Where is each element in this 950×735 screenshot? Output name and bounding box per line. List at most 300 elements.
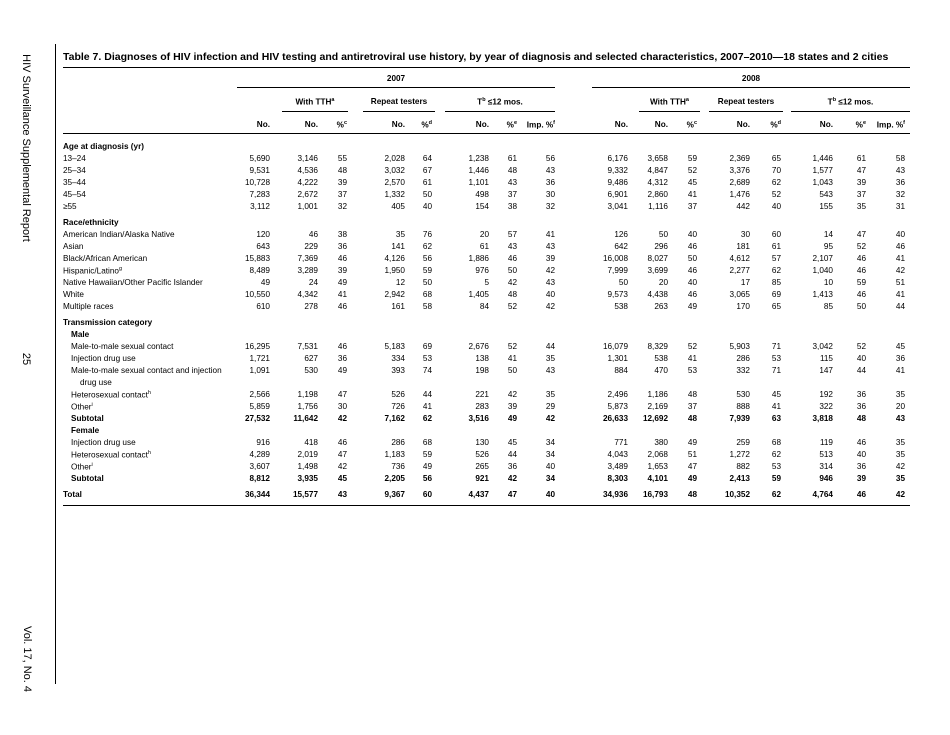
group-header-2007-2: $T^b \le 12$ mos. xyxy=(477,97,523,107)
table-cell: 126 xyxy=(614,230,628,239)
table-cell: 7,283 xyxy=(249,190,270,199)
table-cell: 27,532 xyxy=(244,414,270,423)
table-cell: 1,091 xyxy=(249,366,270,375)
row-label: Asian xyxy=(63,242,84,251)
group-rule-0-1 xyxy=(363,111,435,112)
table-cell: 85 xyxy=(771,278,781,287)
table-cell: 7,939 xyxy=(729,414,750,423)
table-cell: 44 xyxy=(895,302,905,311)
table-cell: 42 xyxy=(895,266,905,275)
table-cell: 4,437 xyxy=(468,490,489,499)
table-cell: 3,489 xyxy=(607,462,628,471)
table-cell: 46 xyxy=(687,290,697,299)
table-cell: 3,065 xyxy=(729,290,750,299)
table-cell: 35 xyxy=(895,390,905,399)
report-title-vertical: HIV Surveillance Supplemental Report xyxy=(20,54,32,242)
table-cell: 55 xyxy=(337,154,347,163)
table-cell: 20 xyxy=(895,402,905,411)
table-cell: 20 xyxy=(658,278,668,287)
table-cell: 59 xyxy=(422,450,432,459)
table-cell: 52 xyxy=(771,190,781,199)
table-cell: 49 xyxy=(687,474,697,483)
table-cell: 40 xyxy=(687,230,697,239)
table-cell: 138 xyxy=(475,354,489,363)
table-cell: 39 xyxy=(545,254,555,263)
table-cell: 2,496 xyxy=(607,390,628,399)
row-label: Heterosexual contact$^h$ xyxy=(71,450,151,460)
table-cell: 34 xyxy=(545,438,555,447)
table-cell: 3,699 xyxy=(647,266,668,275)
table-cell: 42 xyxy=(545,302,555,311)
table-cell: 4,222 xyxy=(297,178,318,187)
table-cell: 35 xyxy=(856,202,866,211)
table-cell: 10 xyxy=(823,278,833,287)
table-cell: 45 xyxy=(895,342,905,351)
table-cell: 976 xyxy=(475,266,489,275)
table-cell: 41 xyxy=(687,190,697,199)
table-cell: 1,950 xyxy=(384,266,405,275)
table-cell: 221 xyxy=(475,390,489,399)
table-cell: 5,183 xyxy=(384,342,405,351)
table-cell: 45 xyxy=(687,178,697,187)
table-cell: 20 xyxy=(479,230,489,239)
table-cell: 46 xyxy=(856,290,866,299)
table-cell: 36 xyxy=(856,390,866,399)
table-cell: 42 xyxy=(337,414,347,423)
table-cell: 41 xyxy=(687,354,697,363)
table-cell: 42 xyxy=(545,414,555,423)
total-rule xyxy=(63,505,910,506)
table-cell: 40 xyxy=(545,490,555,499)
table-cell: 45 xyxy=(771,390,781,399)
table-cell: 37 xyxy=(337,190,347,199)
page-number: 25 xyxy=(20,352,32,366)
table-cell: 442 xyxy=(736,202,750,211)
column-header: Imp. %$^f$ xyxy=(526,120,555,130)
table-cell: 4,289 xyxy=(249,450,270,459)
table-cell: 61 xyxy=(771,242,781,251)
group-rule-1-1 xyxy=(709,111,783,112)
table-cell: 53 xyxy=(422,354,432,363)
table-cell: 526 xyxy=(391,390,405,399)
table-cell: 46 xyxy=(856,490,866,499)
table-cell: 64 xyxy=(422,154,432,163)
row-label: American Indian/Alaska Native xyxy=(63,230,175,239)
table-cell: 884 xyxy=(614,366,628,375)
table-cell: 1,186 xyxy=(647,390,668,399)
table-cell: 4,342 xyxy=(297,290,318,299)
table-cell: 543 xyxy=(819,190,833,199)
table-cell: 771 xyxy=(614,438,628,447)
table-cell: 42 xyxy=(545,266,555,275)
table-cell: 418 xyxy=(304,438,318,447)
table-cell: 6,176 xyxy=(607,154,628,163)
table-cell: 35 xyxy=(895,450,905,459)
column-header: No. xyxy=(819,120,833,129)
table-cell: 8,812 xyxy=(249,474,270,483)
table-cell: 1,301 xyxy=(607,354,628,363)
table-cell: 192 xyxy=(819,390,833,399)
table-cell: 43 xyxy=(895,414,905,423)
table-cell: 41 xyxy=(545,230,555,239)
table-cell: 84 xyxy=(479,302,489,311)
table-cell: 8,303 xyxy=(607,474,628,483)
table-cell: 154 xyxy=(475,202,489,211)
row-label: Male-to-male sexual contact xyxy=(71,342,174,351)
row-label: ≥55 xyxy=(63,202,77,211)
table-cell: 4,312 xyxy=(647,178,668,187)
table-cell: 41 xyxy=(422,402,432,411)
table-cell: 59 xyxy=(687,154,697,163)
column-header: No. xyxy=(256,120,270,129)
row-label: Injection drug use xyxy=(71,438,136,447)
table-cell: 470 xyxy=(654,366,668,375)
table-cell: 259 xyxy=(736,438,750,447)
table-cell: 36 xyxy=(507,462,517,471)
group-header-2008-2: $T^b \le 12$ mos. xyxy=(827,97,874,107)
table-cell: 286 xyxy=(391,438,405,447)
table-cell: 40 xyxy=(422,202,432,211)
table-cell: 4,043 xyxy=(607,450,628,459)
table-cell: 2,672 xyxy=(297,190,318,199)
table-cell: 50 xyxy=(618,278,628,287)
table-cell: 43 xyxy=(895,166,905,175)
table-cell: 921 xyxy=(475,474,489,483)
table-cell: 198 xyxy=(475,366,489,375)
table-cell: 2,019 xyxy=(297,450,318,459)
table-cell: 642 xyxy=(614,242,628,251)
row-label: 35–44 xyxy=(63,178,86,187)
table-cell: 46 xyxy=(856,254,866,263)
table-cell: 29 xyxy=(545,402,555,411)
table-cell: 43 xyxy=(545,166,555,175)
table-cell: 1,272 xyxy=(729,450,750,459)
table-cell: 2,566 xyxy=(249,390,270,399)
year-rule-0 xyxy=(237,87,555,88)
table-cell: 43 xyxy=(507,242,517,251)
table-cell: 265 xyxy=(475,462,489,471)
table-cell: 68 xyxy=(422,290,432,299)
table-cell: 65 xyxy=(771,154,781,163)
table-cell: 393 xyxy=(391,366,405,375)
table-cell: 46 xyxy=(337,254,347,263)
table-cell: 296 xyxy=(654,242,668,251)
row-label: Subtotal xyxy=(71,474,104,483)
volume-label: Vol. 17, No. 4 xyxy=(21,625,33,693)
table-cell: 39 xyxy=(507,402,517,411)
table-cell: 627 xyxy=(304,354,318,363)
table-cell: 2,369 xyxy=(729,154,750,163)
table-cell: 10,728 xyxy=(244,178,270,187)
table-cell: 322 xyxy=(819,402,833,411)
header-rule xyxy=(63,133,910,134)
table-cell: 35 xyxy=(895,438,905,447)
table-cell: 50 xyxy=(687,254,697,263)
table-cell: 3,041 xyxy=(607,202,628,211)
table-cell: 120 xyxy=(256,230,270,239)
table-cell: 40 xyxy=(856,450,866,459)
column-header: No. xyxy=(614,120,628,129)
table-cell: 48 xyxy=(507,166,517,175)
table-cell: 36,344 xyxy=(244,490,270,499)
row-label: Heterosexual contact$^h$ xyxy=(71,390,151,400)
table-cell: 4,847 xyxy=(647,166,668,175)
table-cell: 10,352 xyxy=(724,490,750,499)
table-cell: 34,936 xyxy=(602,490,628,499)
table-cell: 3,112 xyxy=(250,202,270,211)
table-cell: 42 xyxy=(895,490,905,499)
table-cell: 41 xyxy=(337,290,347,299)
table-cell: 946 xyxy=(819,474,833,483)
table-cell: 314 xyxy=(819,462,833,471)
table-cell: 32 xyxy=(545,202,555,211)
column-header: No. xyxy=(304,120,318,129)
table-cell: 69 xyxy=(422,342,432,351)
row-label: 45–54 xyxy=(63,190,86,199)
table-cell: 9,367 xyxy=(384,490,405,499)
table-cell: 32 xyxy=(895,190,905,199)
table-cell: 62 xyxy=(771,490,781,499)
table-cell: 71 xyxy=(771,366,781,375)
column-header: %$^e$ xyxy=(855,120,866,130)
table-cell: 5,873 xyxy=(607,402,628,411)
table-cell: 119 xyxy=(819,438,833,447)
table-cell: 57 xyxy=(771,254,781,263)
row-label-continuation: drug use xyxy=(80,378,112,387)
subsection-label: Male xyxy=(71,330,90,339)
table-cell: 53 xyxy=(771,462,781,471)
table-cell: 7,162 xyxy=(384,414,405,423)
column-header: No. xyxy=(736,120,750,129)
table-cell: 37 xyxy=(856,190,866,199)
table-cell: 8,329 xyxy=(647,342,668,351)
section-label: Age at diagnosis (yr) xyxy=(63,142,144,151)
table-cell: 45 xyxy=(507,438,517,447)
table-cell: 1,886 xyxy=(468,254,489,263)
table-cell: 42 xyxy=(895,462,905,471)
table-cell: 1,446 xyxy=(812,154,833,163)
column-header: %$^e$ xyxy=(506,120,517,130)
table-cell: 9,332 xyxy=(607,166,628,175)
table-cell: 11,642 xyxy=(293,414,318,423)
table-cell: 26,633 xyxy=(602,414,628,423)
table-cell: 1,653 xyxy=(647,462,668,471)
table-cell: 1,405 xyxy=(468,290,489,299)
table-cell: 52 xyxy=(856,242,866,251)
table-cell: 170 xyxy=(736,302,750,311)
table-cell: 52 xyxy=(507,342,517,351)
table-cell: 41 xyxy=(895,254,905,263)
table-cell: 68 xyxy=(771,438,781,447)
table-cell: 3,607 xyxy=(249,462,270,471)
table-cell: 53 xyxy=(687,366,697,375)
group-rule-1-0 xyxy=(639,111,700,112)
table-cell: 736 xyxy=(391,462,405,471)
table-cell: 44 xyxy=(507,450,517,459)
table-cell: 4,126 xyxy=(384,254,405,263)
table-cell: 40 xyxy=(895,230,905,239)
table-cell: 7,999 xyxy=(607,266,628,275)
table-cell: 12,692 xyxy=(642,414,668,423)
table-cell: 726 xyxy=(391,402,405,411)
table-cell: 9,531 xyxy=(249,166,270,175)
table-cell: 35 xyxy=(895,474,905,483)
table-cell: 4,438 xyxy=(647,290,668,299)
table-cell: 10,550 xyxy=(244,290,270,299)
table-cell: 3,935 xyxy=(297,474,318,483)
table-cell: 52 xyxy=(856,342,866,351)
table-cell: 47 xyxy=(337,390,347,399)
table-cell: 513 xyxy=(819,450,833,459)
table-cell: 14 xyxy=(823,230,833,239)
table-cell: 7,531 xyxy=(297,342,318,351)
table-cell: 38 xyxy=(337,230,347,239)
table-cell: 57 xyxy=(507,230,517,239)
group-rule-0-0 xyxy=(282,111,348,112)
table-cell: 2,277 xyxy=(729,266,750,275)
group-rule-0-2 xyxy=(445,111,555,112)
table-cell: 46 xyxy=(687,242,697,251)
table-cell: 61 xyxy=(422,178,432,187)
table-cell: 49 xyxy=(422,462,432,471)
table-cell: 1,043 xyxy=(812,178,833,187)
table-cell: 405 xyxy=(391,202,405,211)
table-cell: 16,295 xyxy=(244,342,270,351)
table-cell: 50 xyxy=(856,302,866,311)
table-cell: 41 xyxy=(895,366,905,375)
table-cell: 334 xyxy=(391,354,405,363)
year-header-2007: 2007 xyxy=(386,74,406,83)
table-cell: 17 xyxy=(740,278,750,287)
group-header-2007-1: Repeat testers xyxy=(370,97,428,106)
table-title: Table 7. Diagnoses of HIV infection and HIV testing and antiretroviral use history, by year of diagnosis and selected characteristics, 2007–2010—18 states and 2 cities xyxy=(63,51,889,63)
table-cell: 61 xyxy=(479,242,489,251)
table-cell: 161 xyxy=(391,302,405,311)
table-cell: 47 xyxy=(507,490,517,499)
table-cell: 283 xyxy=(475,402,489,411)
table-cell: 46 xyxy=(337,302,347,311)
table-cell: 7,369 xyxy=(297,254,318,263)
table-cell: 52 xyxy=(507,302,517,311)
table-cell: 35 xyxy=(545,390,555,399)
table-cell: 610 xyxy=(256,302,270,311)
table-cell: 30 xyxy=(337,402,347,411)
table-cell: 36 xyxy=(895,178,905,187)
table-cell: 60 xyxy=(422,490,432,499)
table-cell: 51 xyxy=(895,278,905,287)
table-cell: 41 xyxy=(507,354,517,363)
table-cell: 1,198 xyxy=(297,390,318,399)
group-header-2008-0: With TTH$^a$ xyxy=(650,97,689,107)
table-cell: 1,183 xyxy=(384,450,405,459)
table-cell: 50 xyxy=(422,278,432,287)
table-cell: 9,573 xyxy=(607,290,628,299)
table-cell: 2,942 xyxy=(384,290,405,299)
table-cell: 888 xyxy=(736,402,750,411)
table-cell: 1,040 xyxy=(812,266,833,275)
table-cell: 15,883 xyxy=(244,254,270,263)
group-rule-1-2 xyxy=(791,111,910,112)
table-cell: 3,818 xyxy=(812,414,833,423)
table-cell: 49 xyxy=(337,278,347,287)
table-cell: 2,169 xyxy=(647,402,668,411)
table-cell: 59 xyxy=(856,278,866,287)
table-cell: 46 xyxy=(507,254,517,263)
table-cell: 46 xyxy=(856,438,866,447)
row-label: Injection drug use xyxy=(71,354,136,363)
table-cell: 44 xyxy=(545,342,555,351)
table-cell: 35 xyxy=(395,230,405,239)
table-cell: 16,008 xyxy=(602,254,628,263)
table-cell: 155 xyxy=(819,202,833,211)
table-cell: 498 xyxy=(475,190,489,199)
table-cell: 530 xyxy=(304,366,318,375)
table-cell: 53 xyxy=(771,354,781,363)
table-cell: 1,238 xyxy=(468,154,489,163)
table-cell: 380 xyxy=(654,438,668,447)
table-cell: 5,859 xyxy=(249,402,270,411)
table-cell: 41 xyxy=(895,290,905,299)
row-label: Male-to-male sexual contact and injection xyxy=(71,366,222,375)
table-cell: 43 xyxy=(507,178,517,187)
table-cell: 47 xyxy=(337,450,347,459)
table-cell: 62 xyxy=(422,414,432,423)
row-label: Subtotal xyxy=(71,414,104,423)
table-cell: 278 xyxy=(304,302,318,311)
table-cell: 4,764 xyxy=(812,490,833,499)
section-label: Transmission category xyxy=(63,318,153,327)
table-cell: 2,689 xyxy=(729,178,750,187)
table-cell: 40 xyxy=(856,354,866,363)
table-cell: 43 xyxy=(545,242,555,251)
table-cell: 16,793 xyxy=(642,490,668,499)
table-cell: 95 xyxy=(823,242,833,251)
group-header-2007-0: With TTH$^a$ xyxy=(295,97,335,107)
table-cell: 8,027 xyxy=(647,254,668,263)
table-cell: 1,116 xyxy=(648,202,668,211)
table-cell: 71 xyxy=(771,342,781,351)
table-cell: 1,413 xyxy=(812,290,833,299)
table-cell: 42 xyxy=(507,474,517,483)
table-cell: 39 xyxy=(856,178,866,187)
table-cell: 49 xyxy=(507,414,517,423)
table-cell: 69 xyxy=(771,290,781,299)
table-cell: 1,001 xyxy=(297,202,318,211)
row-label: Other$^i$ xyxy=(71,402,93,412)
table-cell: 46 xyxy=(687,266,697,275)
table-cell: 46 xyxy=(337,342,347,351)
table-cell: 35 xyxy=(545,354,555,363)
table-cell: 181 xyxy=(736,242,750,251)
table-cell: 76 xyxy=(422,230,432,239)
table-cell: 56 xyxy=(422,254,432,263)
table-cell: 39 xyxy=(337,178,347,187)
row-label: 25–34 xyxy=(63,166,86,175)
table-cell: 3,516 xyxy=(468,414,489,423)
table-cell: 43 xyxy=(545,278,555,287)
table-cell: 50 xyxy=(507,266,517,275)
table-cell: 50 xyxy=(658,230,668,239)
table-cell: 39 xyxy=(856,474,866,483)
table-cell: 1,101 xyxy=(468,178,489,187)
table-cell: 48 xyxy=(687,390,697,399)
column-header: No. xyxy=(391,120,405,129)
table-cell: 43 xyxy=(545,366,555,375)
table-cell: 51 xyxy=(687,450,697,459)
column-header: %$^d$ xyxy=(770,120,781,130)
column-header: No. xyxy=(654,120,668,129)
table-cell: 12 xyxy=(395,278,405,287)
